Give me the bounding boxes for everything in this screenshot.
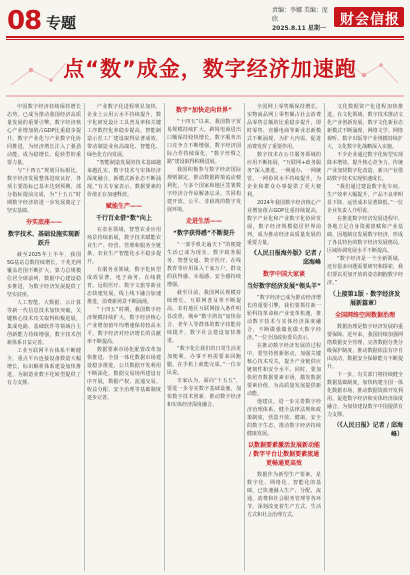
article-column-3 [167,103,241,571]
paragraph: “数字经济已成为推动经济增长的重要引擎，我们要抓住新一轮科技革命和产业变革机遇，推动数字技术与实体经济深度融合，不断做强做优做大数字经济。”一位全国政协委员表示。 [247,295,321,341]
paragraph: 数据治理是数字经济发展的重要保障。近年来，我国持续加强网络数据安全管理，完善数据分类分级保护制度，推动数据依法有序自由流动，数据安全保障能力不断提升。 [327,324,403,370]
section-subheading: 走进生活—— [185,218,222,225]
column-divider [244,103,245,571]
column-divider [324,103,325,571]
paragraph: 在服务业领域，数字化转型成效显著，电子商务、在线教育、远程医疗、数字文旅等新业态快速发展，线上线下融合加速推进，消费新场景不断涌现。 [87,267,161,305]
paragraph: 截至2025年上半年，我国5G基站总数持续增长，千兆光网覆盖范围不断扩大，算力总规模位居全球前列，数据中心建设稳步推进，为数字经济发展提供了坚实底座。 [7,252,81,298]
paragraph: “一部手机走遍天下”的便捷生活已成为现实，数字政务服务、智慧交通、数字医疗、在线教育等应用深入千家万户，群众的获得感、幸福感、安全感持续增强。 [167,242,241,288]
article-column-4 [247,103,321,571]
section-topic: 专题 [46,14,77,32]
paragraph: 与“十四五”规划目标相比，数字经济发展整体进度良好，各项主要指标已基本达到预期，部分指标提前完成，为“十五五”时期数字经济的进一步发展奠定了坚实基础。 [7,168,81,214]
paragraph: “十四五”时期，我国数字经济规模持续扩大，数字经济核心产业增加值年均增速保持较高水平，数字经济对经济增长的贡献率不断提高。 [87,307,161,345]
page-header [0,0,410,44]
paragraph: 文化数据资产化进程加快推进。在文化领域，数字技术推动文化产业创新发展，数字文化新业态新模式不断涌现，网络文学、网络视听、数字出版等产业规模持续扩大，文化数字化战略深入实施。 [327,104,403,150]
paragraph: 中国数字经济持续保持增长态势，已成为推动我国经济高质量发展的重要引擎。数字经济核心产业增加值占GDP比重稳步提升，数字产业化与产业数字化协同推进，为经济增长注入了强劲动能，成为稳增长、促转型的重要力量。 [7,104,81,166]
editor-info [272,6,332,33]
headline: 点“数”成金，数字经济加速跑 [63,57,357,81]
paragraph: 数据要素市场化配置改革加快推进，全国一体化数据市场建设稳步推进，公共数据开发利用不断深化，数据交易场所建设有序开展，数据产权、流通交易、收益分配、安全治理等基础制度逐步完善。 [87,347,161,401]
paragraph: 全国网上零售额保持增长，实物商品网上零售额占社会消费品零售总额的比重稳步提升，即时零售、直播电商等新业态新模式不断涌现，为扩大内需、促进消费发挥了重要作用。 [247,104,321,150]
paragraph: “十四五”以来，我国数字贸易规模持续扩大，跨境电商进出口额保持较快增长，数字服务出口竞争力不断增强，数字经济国际合作持续深化，“数字丝绸之路”建设取得积极进展。 [167,119,241,165]
paragraph: 我国积极参与数字经济国际规则制定，推动数据跨境流动便利化，与多个国家和地区签署数字经济合作谅解备忘录，共同构建开放、公平、非歧视的数字发展环境。 [167,167,241,213]
paragraph: 在推动数字经济发展的过程中，要坚持创新驱动，加强关键核心技术攻关，提升产业链供应链韧性和安全水平。同时，要加快培育数据要素市场，激发数据要素价值，为高质量发展提供新动能。 [247,343,321,397]
paragraph: 人工智能、大数据、云计算等新一代信息技术加快突破，关键核心技术攻关取得积极进展，集成电路、基础软件等领域自主创新能力持续增强，数字技术创新体系日益完善。 [7,300,81,346]
paragraph: 专家认为，面向“十五五”，要进一步夯实数字基础设施，加快数字技术创新，推动数字经济和实体经济深度融合。 [167,378,241,408]
section-subheading: 全国网络空间数据治理 [334,312,395,319]
paragraph: 2024年我国数字经济核心产业增加值占GDP比重持续提高，数字产业化和产业数字化协同发展，数字经济规模稳居世界前列，成为推动经济高质量发展的重要力量。 [247,200,321,246]
article-column-1 [7,103,81,571]
paragraph: “数字经济是一个全新领域，还有很多问题需要研究和探索，我们要以更加开放的姿态拥抱数字经济。” [327,256,403,286]
paragraph: 截至目前，我国网民规模持续增长，互联网普及率不断提高，农村地区互联网接入条件明显改善，城乡“数字鸿沟”加快弥合，老年人等群体的数字技能持续提升，数字社会建设加快推进。 [167,290,241,344]
section-subheading: 以数据要素激活发展新动能 / 数字平台让数据要素流通更畅通更高效 [247,442,320,467]
section-subheading-line2: “数字获得感”不断提升 [173,230,235,237]
paragraph: 在农业领域，智慧农业应用场景持续拓展，数字技术赋能农业生产、经营、管理和服务全链条，农业生产智能化水平稳步提升。 [87,227,161,265]
section-subheading: 数字“加快走向世界” [176,107,232,114]
header-rule [6,36,404,38]
editor-line: 责编：李娜 美编：庞欣 [272,7,328,23]
section-subheading: 数字中国大家谈 [262,271,305,278]
paragraph: 数字技术在公共服务领域的应用不断拓展，“互联网+政务服务”深入推进，一网通办、一网统管、一网协同水平持续提升，为企业和群众办事提供了更大便利。 [247,152,321,198]
section-subheading-line2: 当好数字经济发展“领头羊” [247,283,321,290]
paragraph: 产业数字化进程明显加快，企业上云用云水平持续提升，数字化研发设计工具普及率和关键工序数控化率稳步提高，智能制造示范工厂建设取得显著成效，带动制造业向高端化、智能化、绿色化方向发展。 [87,104,161,158]
paragraph: 下一步，有关部门将持续健全数据基础制度，加快构建全国一体化数据市场，推动数据资源开发利用，促进数字经济和实体经济深度融合，为加快建设数字中国提供有力支撑。 [327,372,403,418]
column-divider [84,103,85,571]
reporter-byline: 《人民日报海外版》记者 / 邱海峰 [250,250,321,266]
section-subheading-line2: 千行百业借“数”向上 [96,215,152,222]
column-divider [164,103,165,571]
section-subheading-line2: 数字技术、基础设施实现新跃升 [7,231,80,247]
date-line: 2025.8.11 星期一 [272,25,326,32]
header-rule-thin [6,39,404,40]
article-column-2 [87,103,161,571]
paragraph: 不少企业通过数字化转型实现降本增效，提升核心竞争力。传统产业加快数字化改造，新兴产业借助数字技术实现快速成长。 [327,152,403,182]
newspaper-logo: 财会信报 [340,12,400,28]
page-number: 08 [7,6,42,36]
paragraph: 工业互联网平台体系不断健全，重点平台连接设备数量大幅增长，标识解析体系建设加快推进，为制造业数字化转型提供了有力支撑。 [7,348,81,386]
paragraph: “我们通过建设数字化车间，生产效率大幅提升，产品不良率明显下降，运营成本显著降低。”一位企业负责人介绍说。 [327,184,403,214]
paragraph: 在推进数字经济发展进程中，各地立足自身资源禀赋和产业基础，因地制宜发展数字经济，形成了各具特色的数字经济发展格局，区域协调发展水平不断提高。 [327,216,403,254]
reporter-byline: （《人民日报》记者 / 邱海峰） [333,422,403,438]
paragraph: 他建议，进一步完善数字经济治理体系，健全法律法规和政策制度，营造开放、健康、安全的数字生态，推动数字经济持续健康发展。 [247,399,321,437]
section-subheading: 赋能生产—— [105,203,142,210]
section-subheading: 夯实底座—— [25,219,62,226]
section-subheading: （上接第1版 · 数字经济发展新篇章） [329,291,401,307]
article-column-5 [327,103,403,571]
paragraph: 数据作为新型生产要素，是数字化、网络化、智能化的基础，已快速融入生产、分配、流通、消费和社会服务管理等各环节，深刻改变着生产方式、生活方式和社会治理方式。 [247,472,321,518]
paragraph: “智能制造发展的技术基础越来越扎实，数字技术与实体经济深度融合，新模式新业态不断涌现。”有关专家表示，数据要素的价值正在加速释放。 [87,160,161,198]
paragraph: “数字化让我们的日常生活更加便利，办事不再需要来回跑腿，在手机上就能完成。”一位市民说。 [167,346,241,376]
